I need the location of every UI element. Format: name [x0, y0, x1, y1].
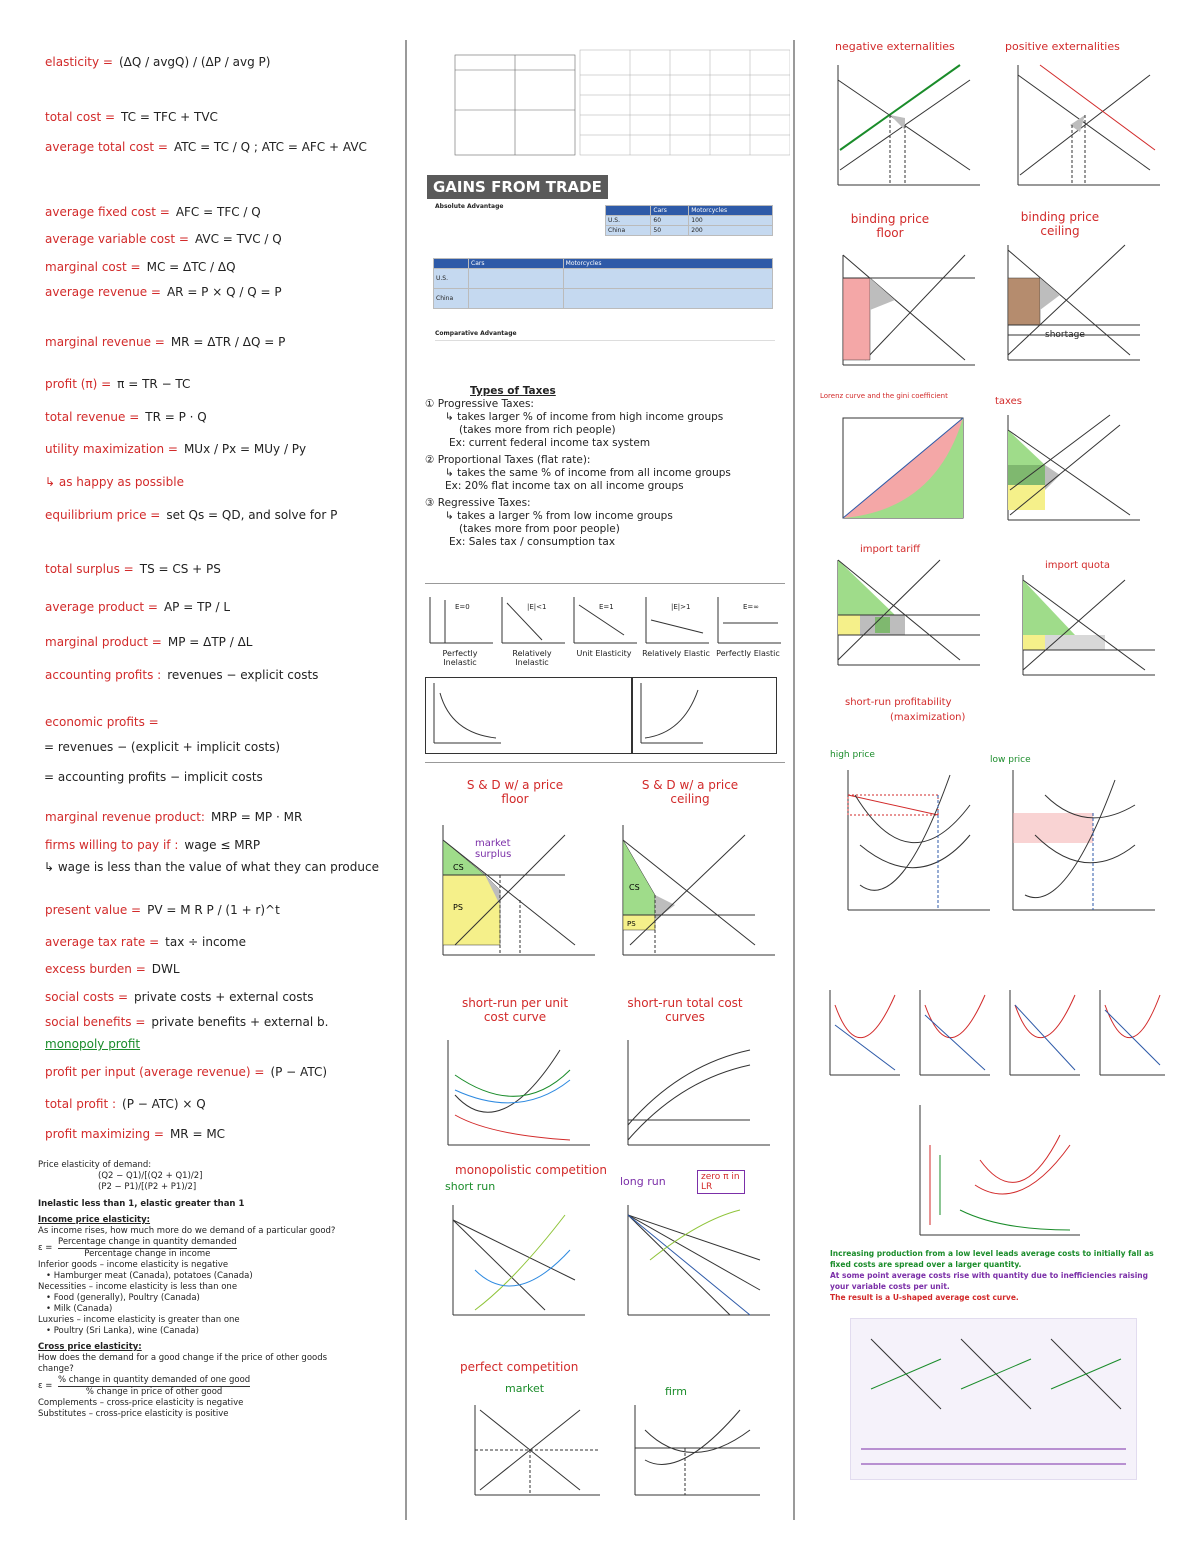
formula-value: tax ÷ income	[165, 935, 246, 949]
formula-row	[45, 668, 318, 682]
lorenz-graph	[835, 410, 980, 525]
necessities-example-1: • Food (generally), Poultry (Canada)	[46, 1293, 200, 1303]
formula-row	[38, 770, 263, 784]
demand-shift-box	[425, 677, 632, 754]
trade-head-1: Cars	[651, 206, 689, 216]
sd-ceiling-graph	[605, 820, 785, 970]
middle-column	[415, 0, 787, 1553]
short-run-profit-title-2: (maximization)	[890, 712, 966, 723]
left-column	[0, 0, 400, 1553]
formula-row	[45, 715, 165, 729]
long-run-label: long run	[620, 1175, 666, 1188]
formula-value: TS = CS + PS	[139, 562, 221, 576]
formula-value: (P − ATC)	[270, 1065, 328, 1079]
comparative-advantage-label: Comparative Advantage	[435, 330, 517, 337]
handwritten-note-graphic	[851, 1319, 1136, 1479]
formula-value: private benefits + external b.	[151, 1015, 329, 1029]
types-title: Types of Taxes	[470, 385, 556, 397]
tax-3a: ↳ takes a larger % from low income groups	[445, 510, 673, 522]
mono-comp-short-graph	[435, 1200, 595, 1330]
cs-label: CS	[629, 883, 640, 892]
elasticity-value: E=0	[455, 603, 470, 611]
tax-1: ① Progressive Taxes:	[425, 398, 534, 410]
formula-row	[45, 838, 260, 852]
formula-label: marginal product =	[45, 635, 162, 649]
substitutes: Substitutes – cross-price elasticity is positive	[38, 1409, 229, 1419]
zero-lr-box: zero π in LR	[697, 1170, 745, 1194]
formula-label: total cost =	[45, 110, 116, 124]
formula-value: private costs + external costs	[134, 990, 314, 1004]
note-1: Increasing production from a low level leads average costs to initially fall as fixed costs are spread over a larger quantity.	[830, 1249, 1154, 1269]
formula-label: utility maximization =	[45, 442, 178, 456]
absolute-advantage-label: Absolute Advantage	[435, 203, 504, 210]
ps-label: PS	[453, 903, 463, 912]
tax-3c: Ex: Sales tax / consumption tax	[449, 536, 616, 548]
formula-value: AFC = TFC / Q	[175, 205, 261, 219]
elasticity-label: Perfectly Inelastic	[442, 649, 478, 667]
formula-row	[45, 508, 337, 522]
formula-value: ↳ wage is less than the value of what they can produce	[44, 860, 379, 874]
tax-3: ③ Regressive Taxes:	[425, 497, 531, 509]
formula-row	[38, 860, 379, 874]
market-surplus-label: market surplus	[475, 838, 512, 860]
formula-value: TC = TFC + TVC	[121, 110, 218, 124]
elasticity-label: Relatively Elastic	[642, 649, 710, 658]
formula-label: social benefits =	[45, 1015, 146, 1029]
formula-label: marginal revenue product:	[45, 810, 205, 824]
formula-value: wage ≤ MRP	[184, 838, 261, 852]
ped-formula-1: (Q2 − Q1)/[(Q2 + Q1)/2]	[98, 1171, 203, 1181]
elasticity-notes	[38, 1160, 358, 1420]
formula-value: revenues − explicit costs	[167, 668, 319, 682]
necessities: Necessities – income elasticity is less than one	[38, 1282, 238, 1292]
demand-line	[651, 620, 703, 633]
trade-row-china	[606, 226, 773, 236]
elasticity-label: Relatively Inelastic	[512, 649, 552, 667]
opp-head-1: Cars	[469, 259, 564, 269]
formula-value: MRP = MP · MR	[210, 810, 303, 824]
short-run-total-title: short-run total cost curves	[627, 996, 743, 1024]
luxuries-example: • Poultry (Sri Lanka), wine (Canada)	[46, 1326, 199, 1336]
pos-ext-title: positive externalities	[1005, 40, 1120, 53]
elasticity-value: |E|>1	[671, 603, 691, 611]
shortage-label: shortage	[1045, 330, 1085, 340]
formula-label: ↳ as happy as possible	[45, 475, 184, 489]
inelastic-rule: Inelastic less than 1, elastic greater than 1	[38, 1199, 245, 1209]
inferior-goods: Inferior goods – income elasticity is negative	[38, 1260, 229, 1270]
binding-floor-graph	[835, 250, 985, 370]
elasticity-graph	[641, 595, 711, 665]
formula-value: (P − ATC) × Q	[122, 1097, 206, 1111]
note-3: The result is a U-shaped average cost curve.	[830, 1293, 1019, 1302]
formula-row	[45, 410, 207, 424]
formula-value: MP = ΔTP / ΔL	[167, 635, 253, 649]
panel-4	[1100, 990, 1165, 1075]
elasticity-label: Perfectly Elastic	[716, 649, 780, 658]
formula-label: average fixed cost =	[45, 205, 170, 219]
formula-label: total surplus =	[45, 562, 134, 576]
trade-cell: 50	[651, 226, 689, 236]
short-run-unit-title: short-run per unit cost curve	[461, 996, 569, 1024]
formula-row	[45, 600, 230, 614]
low-price-label: low price	[990, 755, 1031, 765]
formula-row	[45, 205, 261, 219]
tax-2b: Ex: 20% flat income tax on all income groups	[445, 480, 684, 492]
cross-formula-top: % change in quantity demanded of one good	[58, 1375, 251, 1385]
income-formula-bottom: Percentage change in income	[84, 1249, 211, 1259]
ped-title: Price elasticity of demand:	[38, 1160, 152, 1170]
formula-row	[45, 140, 367, 154]
low-price-graph	[995, 765, 1160, 920]
formula-row	[45, 475, 190, 489]
formula-value: π = TR − TC	[117, 377, 191, 391]
tax-1c: Ex: current federal income tax system	[449, 437, 651, 449]
formula-label: marginal cost =	[45, 260, 141, 274]
divider-left	[405, 40, 407, 1520]
formula-label: average revenue =	[45, 285, 161, 299]
trade-cell: 200	[689, 226, 773, 236]
panel-1	[830, 990, 900, 1075]
elasticity-value: E=1	[599, 603, 614, 611]
formula-row	[45, 377, 190, 391]
formula-row	[45, 1037, 146, 1051]
formula-row	[45, 285, 282, 299]
supply-shift-graphic	[633, 678, 776, 753]
formula-value: TR = P · Q	[145, 410, 207, 424]
inferior-example: • Hamburger meat (Canada), potatoes (Canada)	[46, 1271, 253, 1281]
necessities-example-2: • Milk (Canada)	[46, 1304, 113, 1314]
cross-formula-bottom: % change in price of other good	[85, 1387, 223, 1397]
import-tariff-title: import tariff	[860, 544, 921, 555]
market-structure-graphic	[420, 45, 790, 160]
note-2: At some point average costs rise with quantity due to inefficiencies raising your variable costs per unit.	[830, 1271, 1148, 1291]
taxes-graph	[1000, 410, 1145, 525]
formula-label: firms willing to pay if :	[45, 838, 179, 852]
binding-floor-title: binding price floor	[850, 212, 930, 240]
cross-title: Cross price elasticity:	[38, 1342, 142, 1352]
panel-3	[1010, 990, 1080, 1075]
formula-label: average variable cost =	[45, 232, 189, 246]
tax-1a: ↳ takes larger % of income from high income groups	[445, 411, 724, 423]
opp-row-label: China	[434, 289, 469, 309]
binding-ceiling-title: binding price ceiling	[1020, 210, 1100, 238]
formula-value: DWL	[151, 962, 180, 976]
handwritten-note-card	[850, 1318, 1137, 1480]
market-structure-table	[420, 45, 790, 160]
trade-table-head	[606, 206, 773, 216]
types-of-taxes	[425, 385, 785, 549]
formula-value: AVC = TVC / Q	[194, 232, 282, 246]
trade-head-2: Motorcycles	[689, 206, 773, 216]
high-price-label: high price	[830, 750, 875, 760]
cost-panels-row	[820, 975, 1170, 1090]
luxuries: Luxuries – income elasticity is greater than one	[38, 1315, 240, 1325]
formula-label: excess burden =	[45, 962, 146, 976]
formula-label: social costs =	[45, 990, 129, 1004]
formula-value: MR = MC	[169, 1127, 226, 1141]
cross-formula: ε = % change in quantity demanded of one good % change in price of other good	[38, 1375, 251, 1397]
short-run-unit-graph	[430, 1035, 600, 1155]
opp-row-us	[434, 269, 773, 289]
elasticity-graph	[497, 595, 567, 665]
pos-ext-graph	[1000, 60, 1165, 195]
formula-row	[45, 635, 252, 649]
formula-row	[45, 990, 313, 1004]
tax-2a: ↳ takes the same % of income from all income groups	[445, 467, 731, 479]
short-run-profit-title: short-run profitability	[845, 697, 952, 708]
elasticity-graph	[569, 595, 639, 665]
formula-row	[45, 935, 246, 949]
neg-ext-graph	[820, 60, 985, 195]
formula-value: set Qs = QD, and solve for P	[166, 508, 338, 522]
rule-1	[425, 583, 785, 584]
formula-row	[45, 562, 221, 576]
trade-cell: U.S.	[606, 216, 651, 226]
divider-right	[793, 40, 795, 1520]
import-tariff-graph	[830, 555, 995, 680]
formula-row	[45, 810, 302, 824]
cost-notes	[830, 1248, 1160, 1303]
formula-row	[45, 55, 270, 69]
formula-label: accounting profits :	[45, 668, 162, 682]
income-title: Income price elasticity:	[38, 1215, 151, 1225]
demand-shift-graphic	[426, 678, 631, 753]
trade-cell: 60	[651, 216, 689, 226]
short-run-total-graph	[610, 1035, 780, 1155]
formula-row	[45, 110, 218, 124]
panel-2	[920, 990, 990, 1075]
formula-label: marginal revenue =	[45, 335, 165, 349]
opportunity-cost-table	[433, 258, 773, 309]
formula-label: monopoly profit	[45, 1037, 141, 1051]
opp-row-label: U.S.	[434, 269, 469, 289]
formula-value: = accounting profits − implicit costs	[44, 770, 263, 784]
formula-row	[38, 740, 280, 754]
formula-label: economic profits =	[45, 715, 159, 729]
ps-label: PS	[627, 920, 636, 928]
mono-comp-title: monopolistic competition	[455, 1163, 607, 1177]
rule-2	[425, 762, 785, 763]
elasticity-label: Unit Elasticity	[576, 649, 632, 658]
formula-row	[45, 1127, 225, 1141]
income-question: As income rises, how much more do we demand of a particular good?	[38, 1226, 336, 1236]
trade-table	[605, 205, 773, 236]
elasticity-graph	[425, 595, 495, 665]
firm-label: firm	[665, 1385, 687, 1398]
formula-value: ATC = TC / Q ; ATC = AFC + AVC	[173, 140, 367, 154]
trade-row-us	[606, 216, 773, 226]
formula-label: profit (π) =	[45, 377, 112, 391]
formula-label: total revenue =	[45, 410, 140, 424]
formula-label: average product =	[45, 600, 158, 614]
formula-row	[45, 1097, 206, 1111]
formula-label: average total cost =	[45, 140, 168, 154]
formula-row	[45, 1065, 327, 1079]
import-quota-title: import quota	[1045, 560, 1111, 571]
formula-label: present value =	[45, 903, 142, 917]
income-formula: ε = Percentage change in quantity demanded Percentage change in income	[38, 1237, 237, 1259]
formula-value: PV = M R P / (1 + r)^t	[147, 903, 280, 917]
perfect-comp-firm-graph	[620, 1400, 770, 1505]
high-price-graph	[830, 765, 995, 920]
trade-cell: 100	[689, 216, 773, 226]
formula-value: MC = ΔTC / ΔQ	[146, 260, 236, 274]
mono-comp-long-graph	[610, 1200, 780, 1330]
formula-row	[45, 903, 280, 917]
gains-from-trade-banner: GAINS FROM TRADE	[427, 175, 608, 199]
sd-floor-title: S & D w/ a price floor	[466, 778, 564, 806]
formula-label: profit maximizing =	[45, 1127, 164, 1141]
formula-row	[45, 1015, 328, 1029]
elasticity-graphs-row	[425, 595, 785, 665]
tax-2: ② Proportional Taxes (flat rate):	[425, 454, 591, 466]
formula-value: = revenues − (explicit + implicit costs)	[44, 740, 281, 754]
formula-value: AR = P × Q / Q = P	[166, 285, 282, 299]
import-quota-graph	[1015, 570, 1165, 685]
formula-value: AP = TP / L	[163, 600, 231, 614]
formula-row	[45, 232, 282, 246]
cross-question: How does the demand for a good change if the price of other goods change?	[38, 1353, 328, 1374]
complements: Complements – cross-price elasticity is negative	[38, 1398, 244, 1408]
sd-ceiling-title: S & D w/ a price ceiling	[641, 778, 739, 806]
formula-value: (ΔQ / avgQ) / (ΔP / avg P)	[118, 55, 271, 69]
opp-head-0	[434, 259, 469, 269]
formula-row	[45, 442, 306, 456]
opp-head-2: Motorcycles	[563, 259, 772, 269]
taxes-title: taxes	[995, 396, 1023, 407]
perfect-comp-title: perfect competition	[460, 1360, 579, 1374]
cs-label: CS	[453, 863, 464, 872]
lorenz-title: Lorenz curve and the gini coefficient	[820, 392, 948, 400]
formula-label: profit per input (average revenue) =	[45, 1065, 265, 1079]
formula-value: MUx / Px = MUy / Py	[183, 442, 307, 456]
formula-row	[45, 962, 180, 976]
economies-of-scale-graph	[900, 1095, 1090, 1245]
right-column	[805, 0, 1200, 1553]
formula-label: total profit :	[45, 1097, 117, 1111]
neg-ext-title: negative externalities	[835, 40, 955, 53]
opp-row-china	[434, 289, 773, 309]
formula-row	[45, 335, 285, 349]
tax-1b: (takes more from rich people)	[459, 424, 616, 436]
formula-label: equilibrium price =	[45, 508, 161, 522]
comparative-text-block	[435, 340, 775, 359]
formula-row	[45, 260, 236, 274]
tax-3b: (takes more from poor people)	[459, 523, 620, 535]
supply-shift-box	[632, 677, 777, 754]
opp-table-head	[434, 259, 773, 269]
ped-formula-2: (P2 − P1)/[(P2 + P1)/2]	[98, 1182, 197, 1192]
short-run-label: short run	[445, 1180, 496, 1193]
perfect-comp-market-graph	[460, 1400, 610, 1505]
elasticity-value: |E|<1	[527, 603, 547, 611]
trade-cell: China	[606, 226, 651, 236]
formula-label: average tax rate =	[45, 935, 160, 949]
market-label: market	[505, 1382, 545, 1395]
elasticity-value: E=∞	[743, 603, 760, 611]
elasticity-graph	[713, 595, 783, 665]
formula-value: MR = ΔTR / ΔQ = P	[170, 335, 286, 349]
income-formula-top: Percentage change in quantity demanded	[58, 1237, 237, 1247]
formula-label: elasticity =	[45, 55, 113, 69]
binding-ceiling-graph	[1000, 240, 1150, 370]
trade-head-0	[606, 206, 651, 216]
